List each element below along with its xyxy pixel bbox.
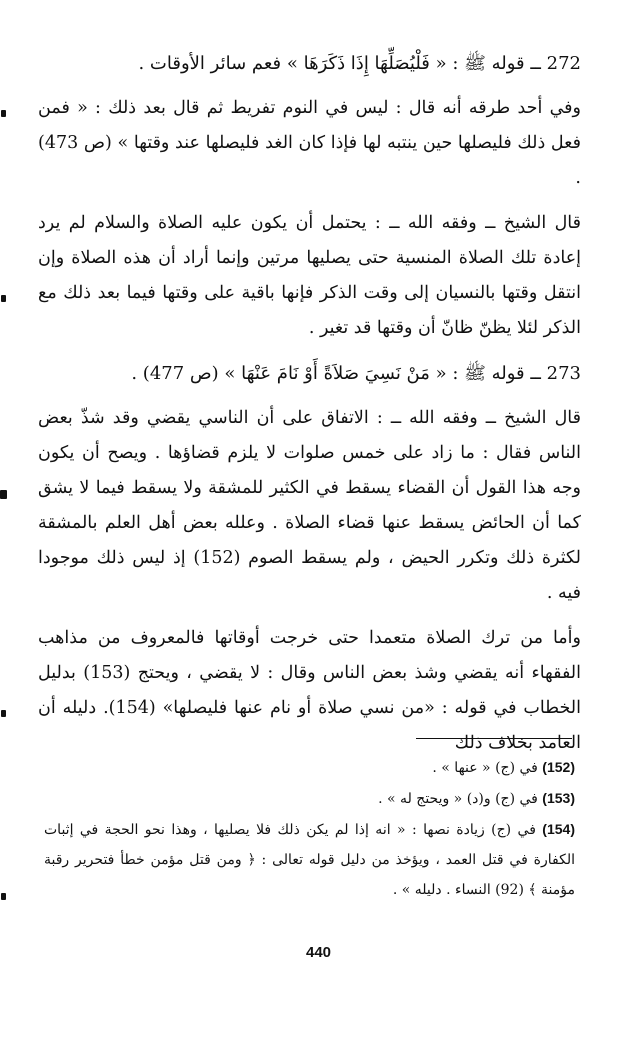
section-272-heading: 272 ــ قوله ﷺ : « فَلْيُصَلِّهَا إِذَا ذَكَرَهَا » فعم سائر الأوقات .: [138, 53, 581, 74]
footnote-item: [44, 814, 575, 905]
main-text: [38, 46, 581, 771]
footnote-number: (153): [542, 790, 575, 806]
footnote-divider: [416, 738, 572, 739]
footnote-number: (152): [542, 759, 575, 775]
paragraph: قال الشيخ ــ وفقه الله ــ : الاتفاق على أن الناسي يقضي وقد شذّ بعض الناس فقال : ما زاد على خمس صلوات لا يلزم قضاؤها . ويصح أن يكون وجه هذا القول أن القضاء يسقط في الكثير للمشقة ولا يسقط فيما لا يشق كما أن الحائض يسقط عنها قضاء الصلاة . وعلله بعض أهل العلم بالمشقة لكثرة ذلك وتكرر الحيض ، ولم يسقط الصوم (152) إذ ليس ذلك موجودا فيه .: [38, 408, 581, 603]
scan-mark: [1, 710, 6, 717]
paragraph: وفي أحد طرقه أنه قال : ليس في النوم تفريط ثم قال بعد ذلك : « فمن فعل ذلك فليصلها حين ينتبه لها فإذا كان الغد فليصلها عند وقتها » (ص 473) .: [38, 98, 581, 188]
paragraph: وأما من ترك الصلاة متعمدا حتى خرجت أوقاتها فالمعروف من مذاهب الفقهاء أنه يقضي وشذ بعض الناس وقال : لا يقضي ، ويحتج (153) بدليل الخطاب في قوله : «من نسي صلاة أو نام عنها فليصلها» (154). دليله أن العامد بخلاف ذلك: [38, 628, 582, 753]
footnote-text: في (ج) « عنها » .: [432, 760, 538, 776]
section-273-heading: 273 ــ قوله ﷺ : « مَنْ نَسِيَ صَلاَةً أَوْ نَامَ عَنْهَا » (ص 477) .: [131, 363, 581, 384]
footnote-number: (154): [542, 821, 575, 837]
footnote-text: في (ج) و(د) « ويحتج له » .: [378, 791, 538, 807]
footnote-item: [44, 752, 575, 783]
footnote-text: في (ج) زيادة نصها : « انه إذا لم يكن ذلك فلا يصليها ، وهذا نحو الحجة في إثبات الكفارة في قتل العمد ، ويؤخذ من دليل قوله تعالى : ﴿ ومن قتل مؤمن خطأ فتحرير رقبة مؤمنة ﴾ (92) النساء . دليله » .: [44, 822, 575, 898]
scan-mark: [1, 110, 6, 117]
scan-mark: [1, 893, 6, 900]
page-number: 440: [305, 944, 332, 961]
footnotes: [44, 752, 575, 905]
paragraph: قال الشيخ ــ وفقه الله ــ : يحتمل أن يكون عليه الصلاة والسلام لم يرد إعادة تلك الصلاة المنسية حتى يصليها مرتين وإنما أراد أن هذه الصلاة وإن انتقل وقتها بالنسيان إلى وقت الذكر فإنها باقية على وقتها فيما بعد ذلك مع الذكر لئلا يظنّ ظانّ أن وقتها قد تغير .: [38, 213, 581, 338]
scan-mark: [1, 295, 6, 302]
scan-mark: [0, 490, 7, 499]
footnote-item: [44, 783, 575, 814]
